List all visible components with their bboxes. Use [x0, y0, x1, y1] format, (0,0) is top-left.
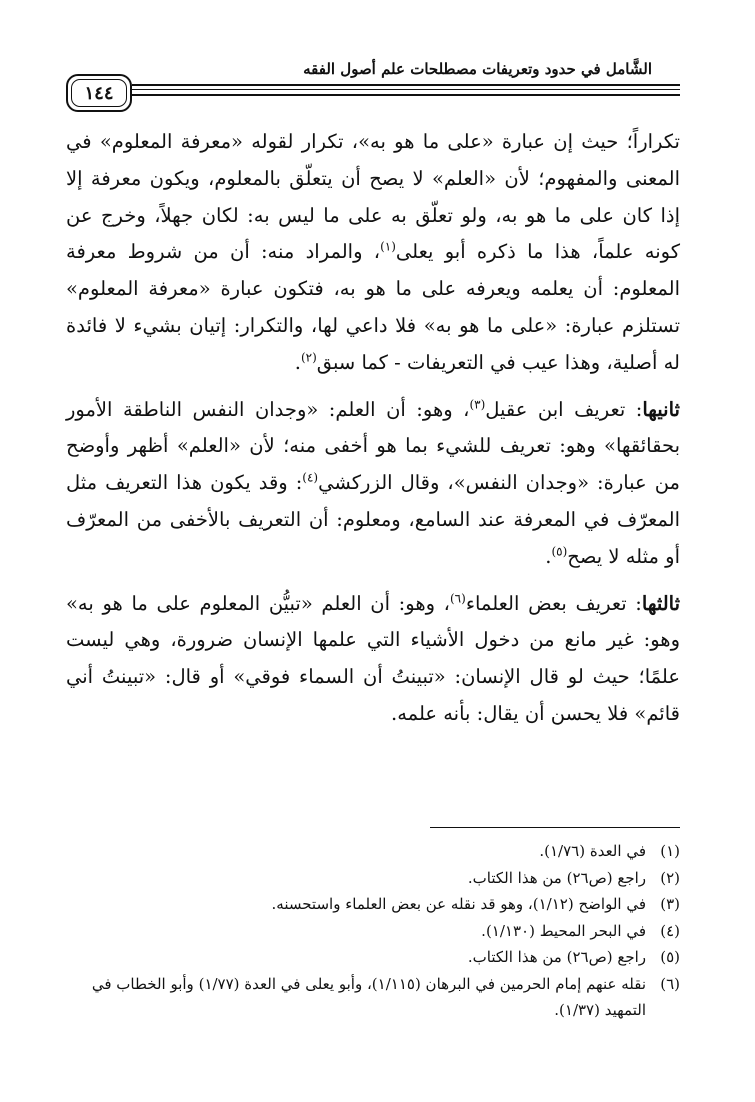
footnote-number: (١) — [660, 842, 680, 860]
paragraph-text: ، وهو: أن العلم: «وجدان النفس الناطقة الأمور بحقائقها» وهو: تعريف للشيء بما هو أخفى منه؛ لأن «العلم» أظهر وأوضح من عبارة: «وجدان النفس»، وقال الزركشي — [66, 397, 680, 495]
paragraph-text: . — [294, 350, 301, 374]
footnote-ref: (١) — [380, 239, 396, 254]
footnote-ref: (٦) — [449, 591, 466, 606]
paragraph-3 — [66, 586, 680, 733]
footnote-text: راجع (ص٢٦) من هذا الكتاب. — [467, 868, 646, 887]
footnote — [66, 891, 680, 918]
paragraph-text: : وقد يكون هذا التعريف مثل المعرّف في المعرفة عند السامع، ومعلوم: أن التعريف بالأخفى من المعرّف أو مثله لا يصح — [66, 471, 680, 568]
paragraph-text: ، والمراد منه: أن من شروط معرفة المعلوم: أن يعلمه ويعرفه على ما هو به، فتكون عبارة «معرفة المعلوم» تستلزم عبارة: «على ما هو به» فلا داعي لها، والتكرار: إتيان بشيء لا فائدة له أصلية، وهذا عيب في التعريفات - كما سبق — [66, 240, 680, 374]
footnotes — [66, 838, 680, 1024]
section-lead: ثالثها — [641, 591, 681, 615]
footnote — [66, 865, 680, 892]
paragraph-2 — [66, 392, 680, 576]
footnote-separator — [430, 827, 680, 828]
paragraph-1 — [66, 124, 680, 382]
header-rule — [132, 84, 680, 86]
main-text — [66, 124, 680, 743]
header-rule — [132, 94, 680, 96]
paragraph-text: . — [545, 544, 552, 568]
footnote-text: في الواضح (١/١٢)، وهو قد نقله عن بعض العلماء واستحسنه. — [271, 895, 646, 913]
paragraph-text: تكراراً؛ حيث إن عبارة «على ما هو به»، تكرار لقوله «معرفة المعلوم» في المعنى والمفهوم؛ لأن «العلم» لا يصح أن يتعلّق بالمعلوم، ويكون معرفة إلا إذا كان على ما هو به، ولو تعلّق به على ما ليس به: لكان جهلاً، وخرج عن كونه علماً، هذا ما ذكره أبو يعلى — [66, 130, 680, 264]
footnote-text: راجع (ص٢٦) من هذا الكتاب. — [467, 948, 646, 966]
footnote-ref: (٣) — [469, 397, 486, 412]
footnote-number: (٢) — [660, 868, 680, 887]
footnote-text: في العدة (١/٧٦). — [539, 842, 646, 860]
page-header — [66, 58, 680, 118]
running-title: الشَّامل في حدود وتعريفات مصطلحات علم أصول الفقه — [303, 60, 652, 78]
footnote-ref: (٤) — [302, 470, 319, 485]
footnote-number: (٥) — [660, 948, 680, 966]
footnote — [66, 944, 680, 971]
page-number: ١٤٤ — [66, 74, 132, 112]
footnote-text: في البحر المحيط (١/١٣٠). — [481, 921, 646, 940]
footnote-number: (٣) — [660, 895, 680, 913]
footnote-number: (٤) — [660, 921, 680, 940]
paragraph-text: ، وهو: أن العلم «تبيُّن المعلوم على ما هو به» وهو: غير مانع من دخول الأشياء التي علمها الإنسان ضرورة، وهي ليست علمًا؛ حيث لو قال الإنسان: «تبينتُ أن السماء فوقي» أو قال: «تبينتُ أني قائم» فلا يحسن أن يقال: بأنه علمه. — [66, 591, 680, 725]
header-rule — [132, 89, 680, 90]
footnote — [66, 971, 680, 1024]
footnote — [66, 838, 680, 865]
paragraph-text: : تعريف بعض العلماء — [465, 591, 642, 615]
paragraph-text: : تعريف ابن عقيل — [485, 397, 643, 421]
footnote-number: (٦) — [660, 974, 680, 993]
footnote-ref: (٢) — [300, 350, 317, 365]
footnote-ref: (٥) — [551, 544, 568, 559]
footnote-text: نقله عنهم إمام الحرمين في البرهان (١/١١٥)، وأبو يعلى في العدة (١/٧٧) وأبو الخطاب في التمهيد (١/٣٧). — [91, 974, 646, 1019]
footnote — [66, 918, 680, 945]
section-lead: ثانيها — [642, 397, 680, 421]
